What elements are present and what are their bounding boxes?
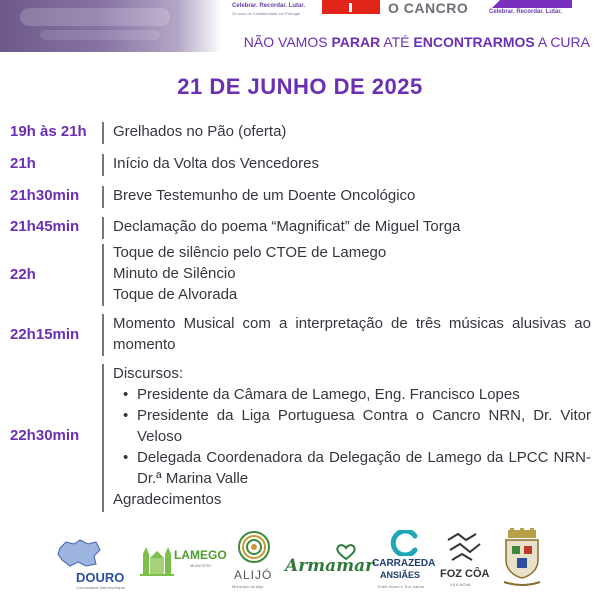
logo-sub: VILA NOVA: [450, 582, 471, 587]
logo-label: Armamar: [285, 556, 375, 576]
divider: [102, 122, 104, 144]
divider: [102, 314, 104, 356]
logo-sub: Comunidade Intermunicipal: [76, 585, 125, 590]
logo-sub: Entre Douro e Tua, naturs: [378, 584, 425, 589]
schedule-description: [113, 242, 591, 305]
vineyard-icon: [237, 530, 271, 564]
description-line: Breve Testemunho de um Doente Oncológico: [113, 187, 416, 204]
description-line: Declamação do poema “Magnificat” de Miguel Torga: [113, 218, 461, 235]
divider: [102, 186, 104, 208]
logo-label: CARRAZEDA: [372, 558, 436, 569]
list-item: • Presidente da Liga Portuguesa Contra o Cancro NRN, Dr. Vitor Veloso: [113, 405, 591, 447]
schedule-description: [113, 185, 591, 206]
lpcc-logo-text: O CANCRO: [388, 0, 469, 16]
divider: [102, 244, 104, 306]
alijo-logo: [230, 530, 278, 594]
list-item: • Presidente da Câmara de Lamego, Eng. Francisco Lopes: [113, 384, 591, 405]
logo-label: ANSIÃES: [380, 570, 421, 580]
tagline: [244, 34, 590, 50]
lpcc-logo-mark: [322, 0, 380, 14]
logo-label: DOURO: [76, 570, 125, 585]
lamego-logo: [140, 542, 230, 592]
description-line: Minuto de Silêncio: [113, 265, 236, 282]
tagline-part: ENCONTRARMOS: [413, 34, 535, 50]
fozcoa-logo: [440, 530, 490, 594]
tagline-part: A CURA: [534, 34, 590, 50]
description-line: Discursos:: [113, 365, 184, 382]
description-line: Grelhados no Pão (oferta): [113, 123, 287, 140]
divider: [102, 217, 104, 239]
logo-label: LAMEGO: [174, 548, 227, 562]
sponsor-logos: [0, 526, 600, 600]
divider: [102, 364, 104, 512]
church-icon: [140, 544, 174, 578]
armamar-logo: [285, 544, 375, 584]
rock-art-icon: [444, 530, 484, 564]
description-line: Toque de Alvorada: [113, 286, 238, 303]
description-line: Agradecimentos: [113, 491, 222, 508]
slogan-left: Celebrar. Recordar. Lutar.: [232, 3, 306, 9]
schedule-time: 22h15min: [10, 326, 80, 343]
douro-logo: [54, 538, 134, 592]
list-item: • Delegada Coordenadora da Delegação de Lamego da LPCC NRN- Dr.ª Marina Valle: [113, 447, 591, 489]
coat-of-arms-icon: [500, 528, 544, 590]
photo-highlight: [40, 30, 160, 40]
photo-highlight: [20, 8, 170, 26]
schedule-time: 19h às 21h: [10, 123, 87, 140]
logo-sub: MUNICÍPIO: [190, 563, 212, 568]
c-mark-icon: [389, 530, 419, 556]
schedule-time: 22h: [10, 266, 36, 283]
schedule-time: 21h30min: [10, 187, 80, 204]
speeches-list: [113, 384, 591, 489]
relay-for-life-logo: [492, 0, 572, 8]
description-line: Início da Volta dos Vencedores: [113, 155, 319, 172]
schedule-time: 22h30min: [10, 427, 80, 444]
cross-icon: [349, 3, 352, 12]
logo-sub: Município de Alijó: [232, 584, 264, 589]
schedule-description: [113, 216, 591, 237]
carrazeda-logo: [370, 530, 438, 594]
header-photo: [0, 0, 222, 52]
tagline-part: PARAR: [331, 34, 381, 50]
logo-label: FOZ CÔA: [440, 568, 490, 580]
slogan-left-sub: 30 anos de Solidariedade em Portugal: [232, 11, 301, 16]
map-icon: [56, 538, 102, 568]
header-banner: [0, 0, 600, 58]
slogan-right: Celebrar. Recordar. Lutar.: [489, 9, 563, 15]
coat-of-arms-logo: [498, 528, 546, 594]
schedule-description: [113, 363, 591, 510]
schedule-description: [113, 121, 591, 142]
schedule-time: 21h: [10, 155, 36, 172]
divider: [102, 154, 104, 176]
schedule-description: Momento Musical com a interpretação de três músicas alusivas ao momento: [113, 315, 591, 353]
description-line: Toque de silêncio pelo CTOE de Lamego: [113, 244, 387, 261]
tagline-part: NÃO VAMOS: [243, 34, 332, 50]
logo-label: ALIJÓ: [234, 568, 273, 582]
tagline-part: ATÉ: [380, 34, 414, 50]
schedule-description: [113, 153, 591, 174]
event-date: 21 DE JUNHO DE 2025: [177, 74, 423, 99]
schedule-time: 21h45min: [10, 218, 80, 235]
